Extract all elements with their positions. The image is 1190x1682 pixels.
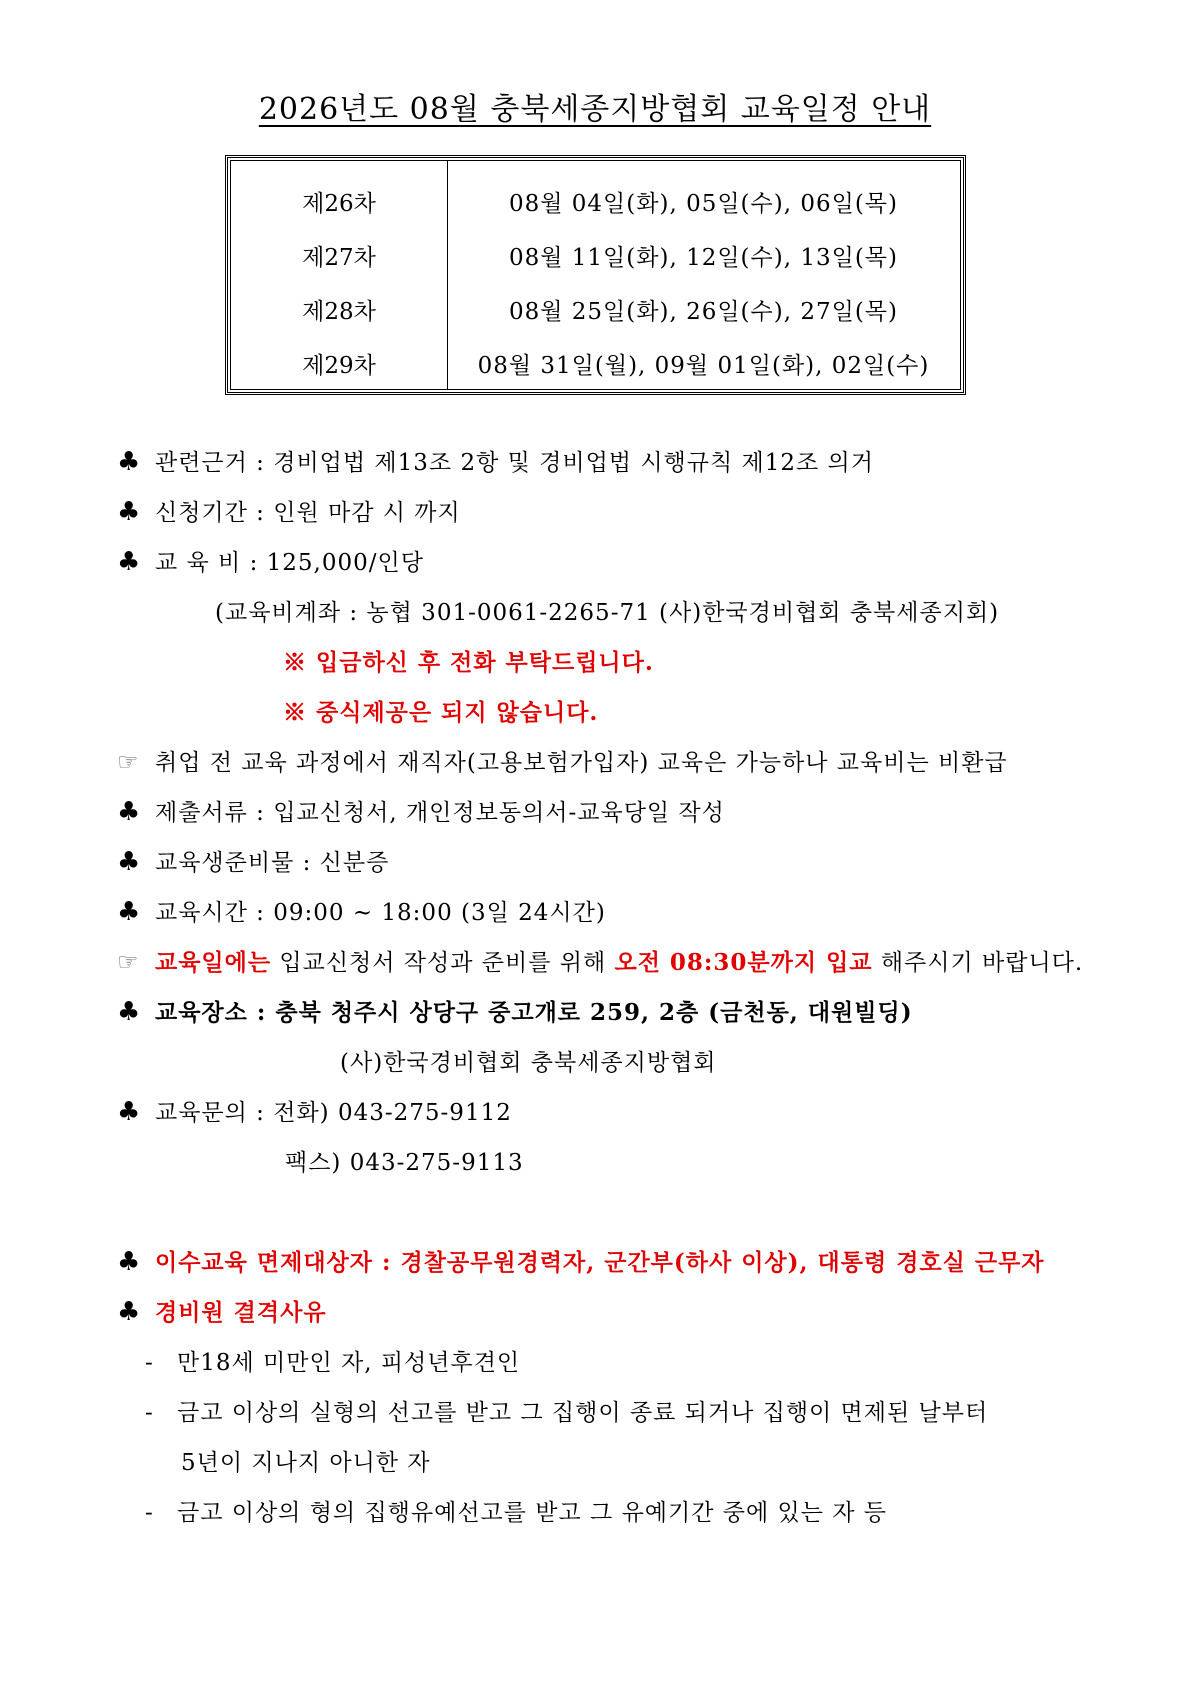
round-label: 제29차 (302, 352, 376, 379)
info-exempt: ♣ 이수교육 면제대상자 : 경찰공무원경력자, 군간부(하사 이상), 대통령 경호실 근무자 (117, 1247, 1045, 1277)
club-icon: ♣ (117, 997, 142, 1027)
round-label: 제26차 (302, 190, 376, 217)
pointing-hand-icon: ☞ (117, 948, 140, 976)
disqual-title: ♣ 경비원 결격사유 (117, 1297, 327, 1327)
info-basis: ♣ 관련근거 : 경비업법 제13조 2항 및 경비업법 시행규칙 제12조 의거 (117, 447, 874, 477)
info-venue: ♣ 교육장소 : 충북 청주시 상당구 중고개로 259, 2층 (금천동, 대원빌딩) (117, 997, 913, 1027)
club-icon: ♣ (117, 1297, 142, 1327)
info-period: ♣ 신청기간 : 인원 마감 시 까지 (117, 497, 461, 527)
dash-icon: - (145, 1350, 154, 1376)
info-documents: ♣ 제출서류 : 입교신청서, 개인정보동의서-교육당일 작성 (117, 797, 725, 827)
round-label: 제27차 (302, 244, 376, 271)
club-icon: ♣ (117, 447, 142, 477)
info-supplies: ♣ 교육생준비물 : 신분증 (117, 847, 390, 877)
club-icon: ♣ (117, 847, 142, 877)
dash-icon: - (145, 1400, 154, 1426)
club-icon: ♣ (117, 1097, 142, 1127)
disqual-item: - 만18세 미만인 자, 피성년후견인 (145, 1350, 521, 1376)
info-account: (교육비계좌 : 농협 301-0061-2265-71 (사)한국경비협회 충북세종지회) (215, 600, 1000, 626)
pointing-hand-icon: ☞ (117, 748, 140, 776)
table-row (231, 228, 960, 282)
info-venue-org: (사)한국경비협회 충북세종지방협회 (340, 1050, 717, 1076)
club-icon: ♣ (117, 897, 142, 927)
table-row (231, 174, 960, 228)
info-contact-fax: 팩스) 043-275-9113 (285, 1150, 524, 1176)
note-call: ※ 입금하신 후 전화 부탁드립니다. (283, 649, 654, 676)
club-icon: ♣ (117, 547, 142, 577)
club-icon: ♣ (117, 1247, 142, 1277)
schedule-table (225, 155, 966, 395)
info-arrival: ☞ 교육일에는 입교신청서 작성과 준비를 위해 오전 08:30분까지 입교 해주시기 바랍니다. (117, 948, 1084, 976)
club-icon: ♣ (117, 497, 142, 527)
round-dates: 08월 04일(화), 05일(수), 06일(목) (509, 190, 898, 217)
info-contact-phone: ♣ 교육문의 : 전화) 043-275-9112 (117, 1097, 512, 1127)
table-row (231, 282, 960, 336)
club-icon: ♣ (117, 797, 142, 827)
round-dates: 08월 25일(화), 26일(수), 27일(목) (509, 298, 898, 325)
info-hours: ♣ 교육시간 : 09:00 ~ 18:00 (3일 24시간) (117, 897, 606, 927)
round-dates: 08월 31일(월), 09월 01일(화), 02일(수) (477, 352, 930, 379)
table-row (231, 336, 960, 390)
round-label: 제28차 (302, 298, 376, 325)
disqual-item: - 금고 이상의 실형의 선고를 받고 그 집행이 종료 되거나 집행이 면제된 날부터 (145, 1400, 989, 1426)
disqual-item-continued: 5년이 지나지 아니한 자 (181, 1450, 431, 1476)
info-fee: ♣ 교 육 비 : 125,000/인당 (117, 547, 424, 577)
disqual-item: - 금고 이상의 형의 집행유예선고를 받고 그 유예기간 중에 있는 자 등 (145, 1500, 887, 1526)
note-meal: ※ 중식제공은 되지 않습니다. (283, 699, 599, 726)
info-refund: ☞ 취업 전 교육 과정에서 재직자(고용보험가입자) 교육은 가능하나 교육비는 비환급 (117, 748, 1008, 776)
round-dates: 08월 11일(화), 12일(수), 13일(목) (509, 244, 898, 271)
dash-icon: - (145, 1500, 154, 1526)
page-title: 2026년도 08월 충북세종지방협회 교육일정 안내 (258, 92, 932, 127)
